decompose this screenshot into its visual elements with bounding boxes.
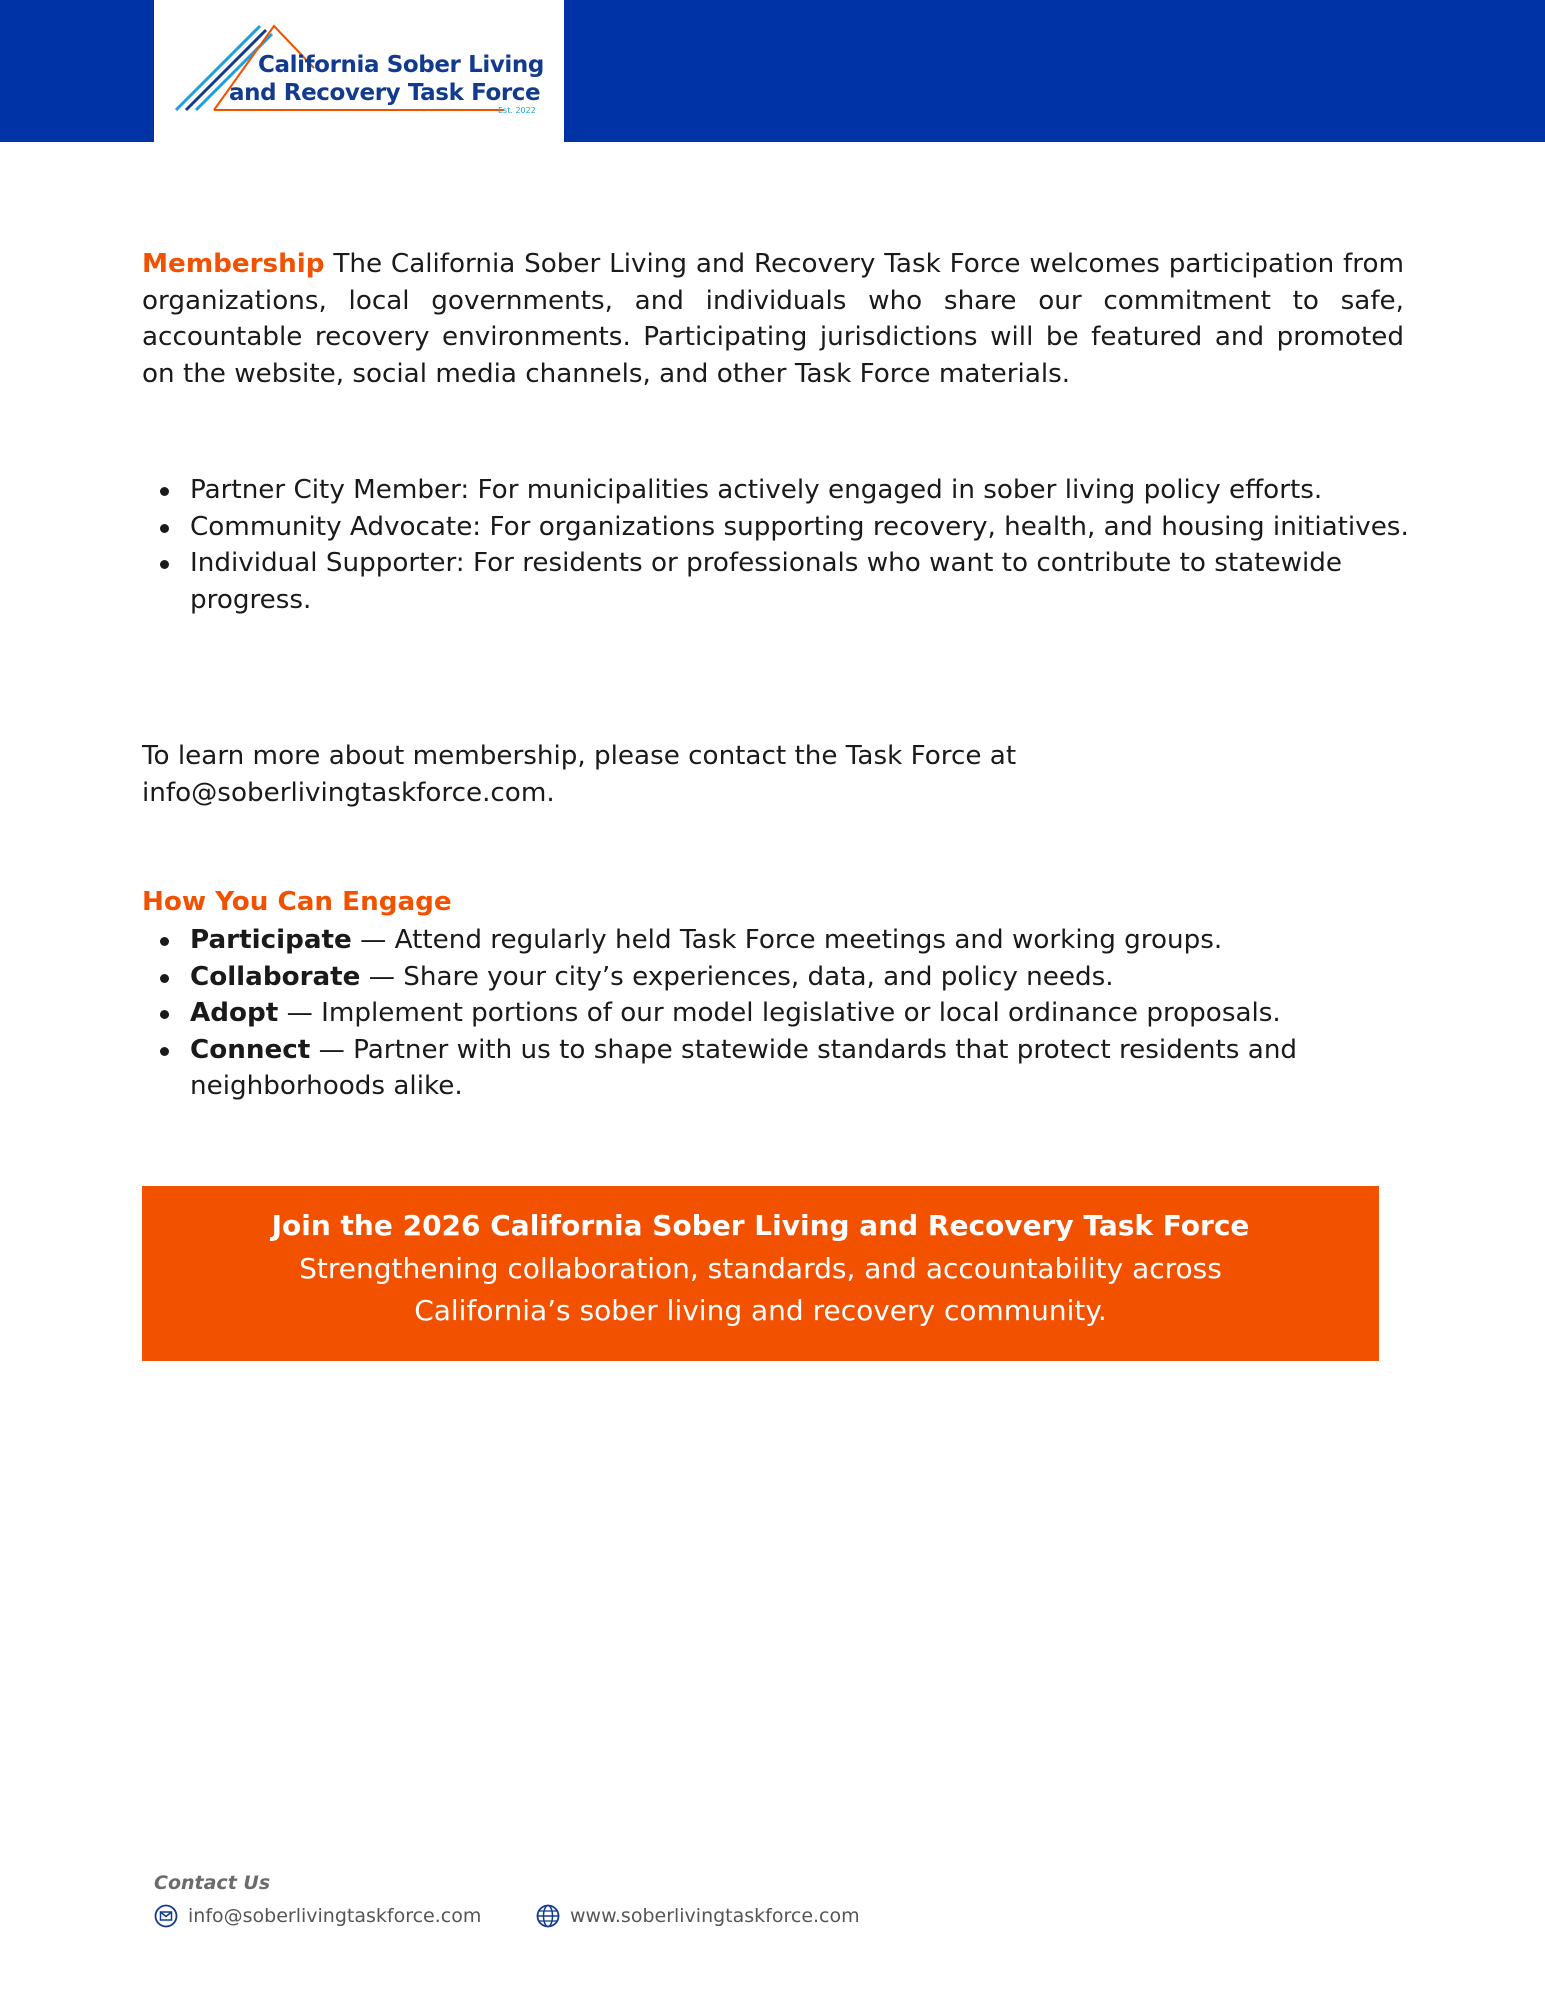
globe-icon	[536, 1904, 560, 1928]
join-banner-subtitle: Strengthening collaboration, standards, and accountability across California’s sober living and recovery community.	[299, 1252, 1222, 1327]
logo-title-line2: and Recovery Task Force	[229, 80, 541, 106]
contact-heading: Contact Us	[154, 1872, 271, 1894]
join-banner-title: Join the 2026 California Sober Living and Recovery Task Force	[271, 1209, 1250, 1242]
logo	[154, 0, 564, 142]
engage-desc: — Implement portions of our model legislative or local ordinance proposals.	[278, 998, 1281, 1028]
list-item: Community Advocate: For organizations supporting recovery, health, and housing initiatives.	[142, 509, 1522, 546]
list-item	[142, 995, 1404, 1032]
list-item	[142, 922, 1404, 959]
engage-desc: — Share your city’s experiences, data, and policy needs.	[360, 961, 1114, 992]
engage-term: Participate	[190, 925, 352, 955]
learn-more-text: To learn more about membership, please contact the Task Force at	[142, 741, 1017, 771]
learn-more-email[interactable]: info@soberlivingtaskforce.com.	[142, 777, 555, 808]
engage-desc: — Partner with us to shape statewide standards that protect residents and neighborhoods alike.	[190, 1034, 1298, 1101]
learn-more	[142, 738, 1404, 811]
membership-text: The California Sober Living and Recovery Task Force welcomes participation from organizations, local governments, and individuals who share our commitment to safe, accountable recovery environments. Participating jurisdictions will be featured and promoted on the website, social media channels, and other Task Force materials.	[142, 249, 1404, 389]
engage-term: Connect	[190, 1034, 311, 1065]
contact-email[interactable]	[154, 1904, 481, 1928]
contact-website[interactable]	[536, 1904, 860, 1928]
engage-term: Collaborate	[190, 961, 361, 992]
list-item: Individual Supporter: For residents or professionals who want to contribute to statewide progress.	[142, 545, 1430, 618]
list-item	[142, 959, 1404, 996]
logo-title-line1: California Sober Living	[258, 52, 544, 78]
membership-intro	[142, 246, 1404, 392]
engage-desc: — Attend regularly held Task Force meetings and working groups.	[351, 925, 1223, 955]
membership-types	[142, 472, 1522, 618]
logo-established: Est. 2022	[498, 106, 536, 115]
list-item	[142, 1032, 1370, 1105]
engage-heading: How You Can Engage	[142, 887, 452, 917]
engage-list	[142, 922, 1404, 1105]
engage-term: Adopt	[190, 998, 279, 1028]
join-banner	[142, 1186, 1379, 1361]
list-item: Partner City Member: For municipalities actively engaged in sober living policy efforts.	[142, 472, 1522, 509]
contact-email-text[interactable]: info@soberlivingtaskforce.com	[188, 1905, 482, 1927]
membership-heading: Membership	[142, 249, 325, 279]
mail-icon	[154, 1904, 178, 1928]
contact-website-text[interactable]: www.soberlivingtaskforce.com	[570, 1905, 860, 1927]
